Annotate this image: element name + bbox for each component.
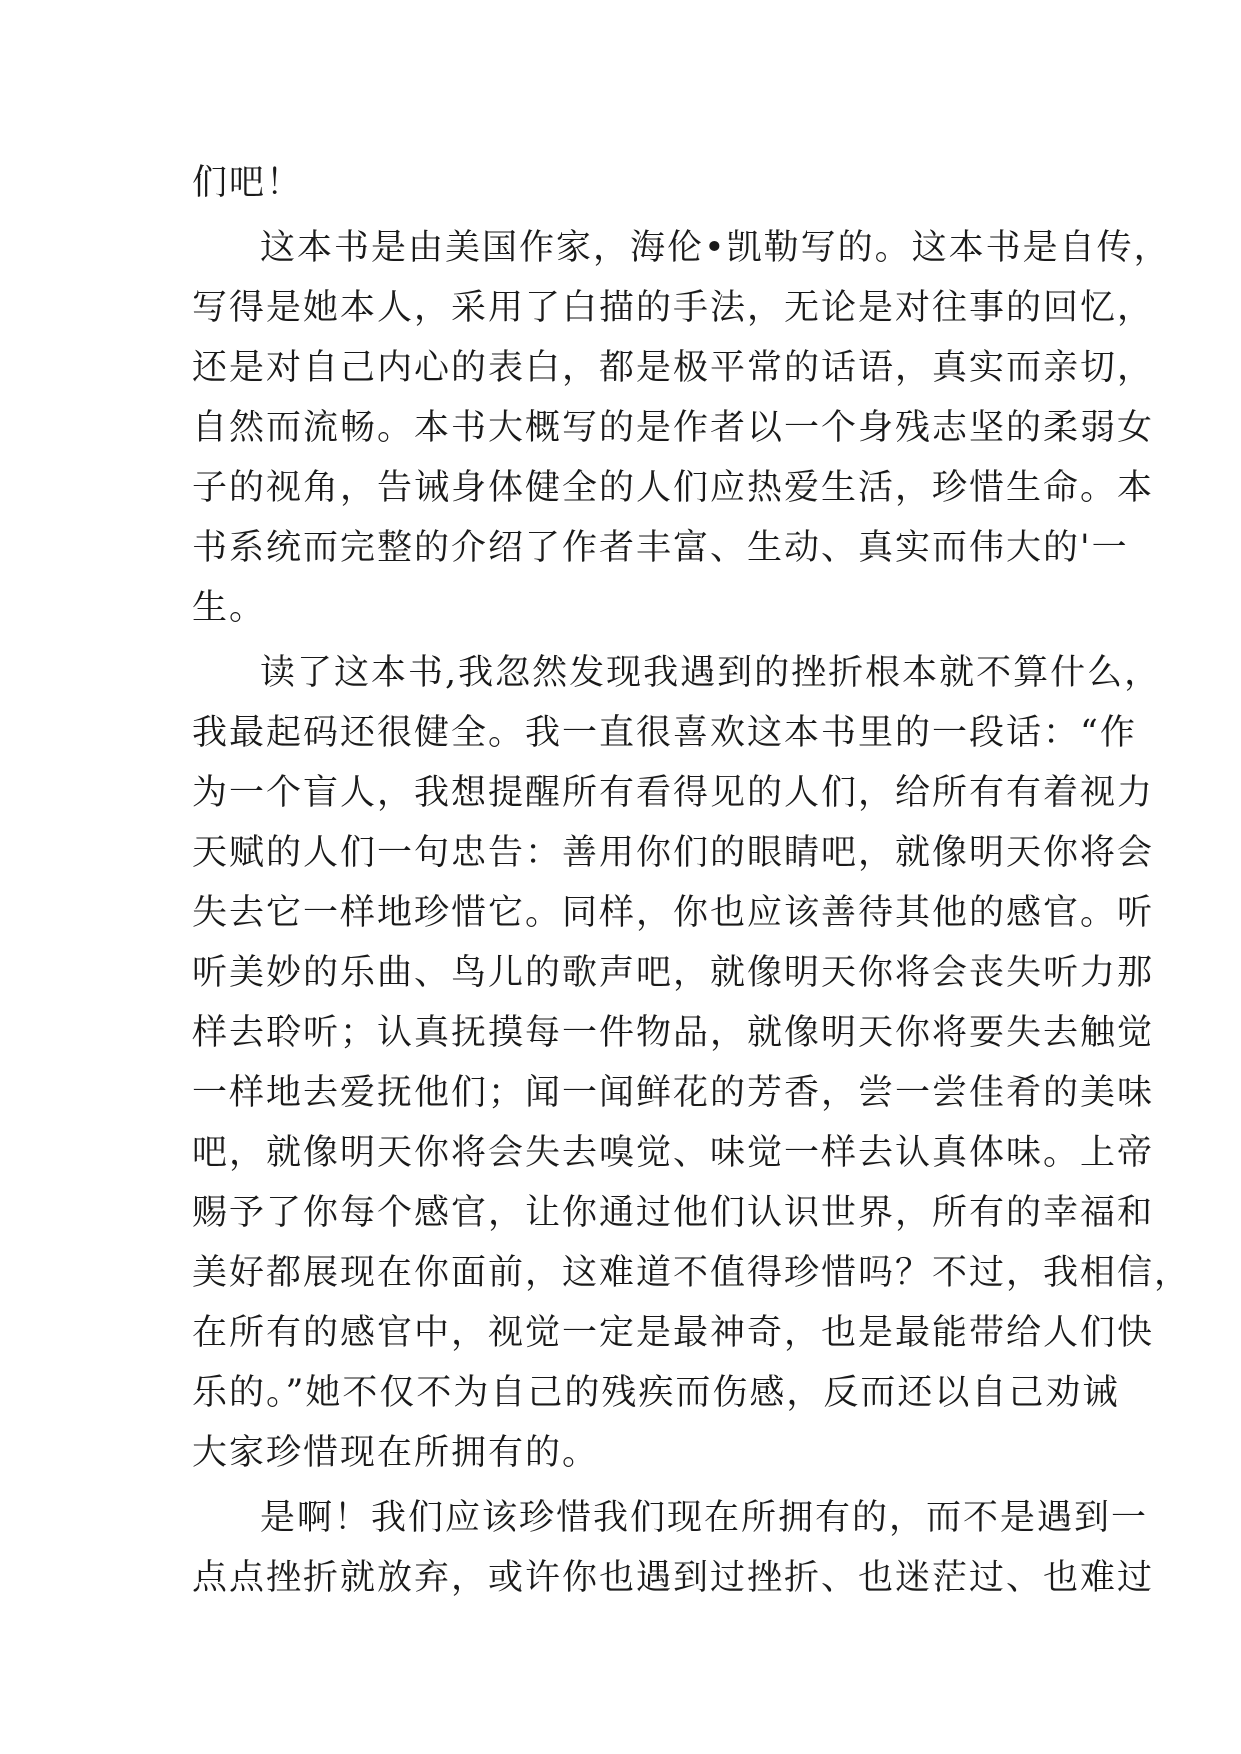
- text-line: 还是对自己内心的表白，都是极平常的话语，真实而亲切，: [192, 348, 1155, 388]
- paragraph-first-line: 这本书是由美国作家，海伦•凯勒写的。这本书是自传，: [260, 228, 1171, 268]
- text-line: 生。: [192, 588, 267, 628]
- text-line: 失去它一样地珍惜它。同样，你也应该善待其他的感官。听: [192, 893, 1155, 933]
- text-line: 们吧！: [192, 163, 304, 203]
- text-line: 吧，就像明天你将会失去嗅觉、味觉一样去认真体味。上帝: [192, 1133, 1155, 1173]
- text-line: 赐予了你每个感官，让你通过他们认识世界，所有的幸福和: [192, 1193, 1155, 1233]
- text-line: 我最起码还很健全。我一直很喜欢这本书里的一段话：“作: [192, 713, 1137, 753]
- text-line: 乐的。”她不仅不为自己的残疾而伤感，反而还以自己劝诫: [192, 1373, 1120, 1413]
- text-line: 天赋的人们一句忠告：善用你们的眼睛吧，就像明天你将会: [192, 833, 1155, 873]
- text-line: 自然而流畅。本书大概写的是作者以一个身残志坚的柔弱女: [192, 408, 1155, 448]
- body-text: [192, 153, 1192, 1608]
- paragraph-first-line: 读了这本书,我忽然发现我遇到的挫折根本就不算什么，: [260, 653, 1162, 693]
- text-line: 一样地去爱抚他们；闻一闻鲜花的芳香，尝一尝佳肴的美味: [192, 1073, 1155, 1113]
- text-line: 在所有的感官中，视觉一定是最神奇，也是最能带给人们快: [192, 1313, 1155, 1353]
- text-line: 子的视角，告诫身体健全的人们应热爱生活，珍惜生命。本: [192, 468, 1155, 508]
- text-line: 点点挫折就放弃，或许你也遇到过挫折、也迷茫过、也难过: [192, 1558, 1155, 1598]
- text-line: 样去聆听；认真抚摸每一件物品，就像明天你将要失去触觉: [192, 1013, 1155, 1053]
- text-line: 大家珍惜现在所拥有的。: [192, 1433, 600, 1473]
- text-line: 书系统而完整的介绍了作者丰富、生动、真实而伟大的'一: [192, 528, 1129, 568]
- text-line: 美好都展现在你面前，这难道不值得珍惜吗？不过，我相信，: [192, 1253, 1192, 1293]
- paragraph-first-line: 是啊！我们应该珍惜我们现在所拥有的，而不是遇到一: [260, 1498, 1149, 1538]
- text-line: 写得是她本人，采用了白描的手法，无论是对往事的回忆，: [192, 288, 1155, 328]
- text-line: 听美妙的乐曲、鸟儿的歌声吧，就像明天你将会丧失听力那: [192, 953, 1155, 993]
- text-line: 为一个盲人，我想提醒所有看得见的人们，给所有有着视力: [192, 773, 1155, 813]
